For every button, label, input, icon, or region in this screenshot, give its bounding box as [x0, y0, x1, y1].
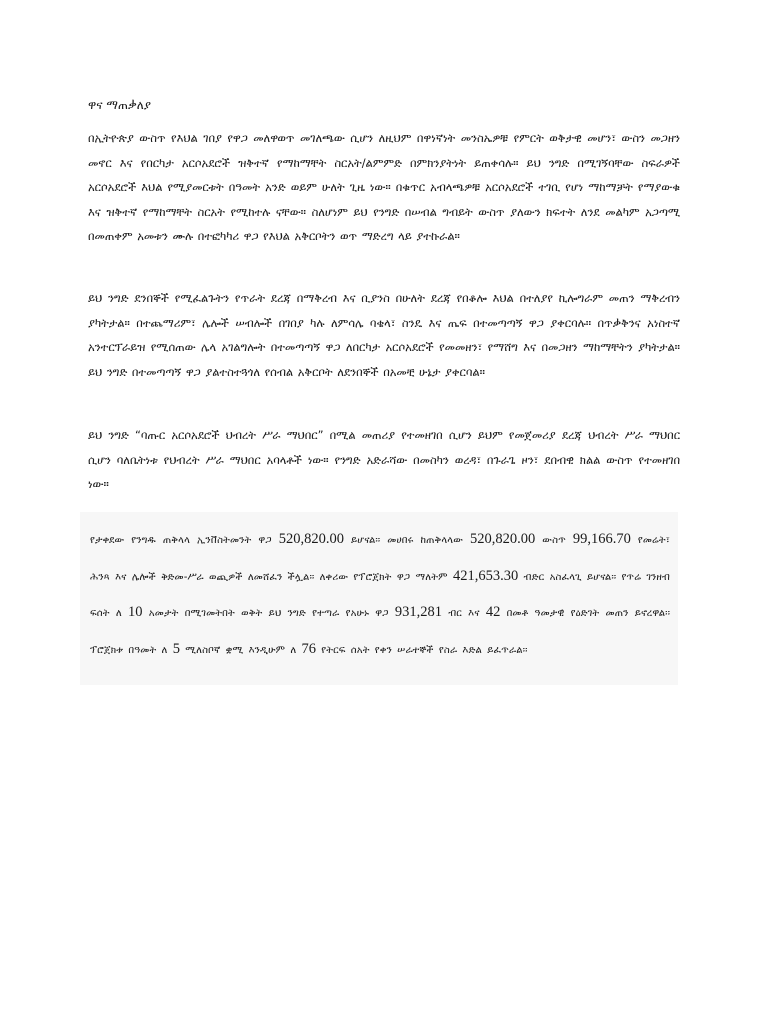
document-heading: ዋና ማጠቃለያ — [88, 98, 152, 112]
growth-rate-value: 42 — [485, 604, 501, 620]
total-investment-value-repeat: 520,820.00 — [470, 531, 536, 547]
summary-text-segment: ይሆናል፡፡ መሀበሩ ከጠቅላላው — [343, 535, 471, 546]
paragraph-business-registration: ይህ ንግድ “ባጡር አርሶአደሮች ህብረት ሥራ ማህበር” በሚል መጠሪያ የተመዘገበ ሲሆን ይህም የመጀመሪያ ደረጃ ህብረት ሥራ ማህበር ሲሆን ባለቤትነቱ የህብረት ሥራ ማህበር አባላቶች ነው። የንግድ አድራሻው በመስካን ወረዳ፣ በጉራጌ ዞን፣ ደበብዊ ክልል ውስጥ የተመዘገበ ነው። — [88, 428, 680, 491]
cash-flow-years-value: 10 — [128, 604, 143, 620]
covered-costs-value: 99,166.70 — [572, 531, 631, 547]
total-investment-value: 520,820.00 — [278, 531, 344, 547]
temporary-jobs-value: 76 — [301, 640, 317, 657]
permanent-jobs-value: 5 — [172, 640, 181, 657]
summary-text-segment: አመታት በሚገመትበት ወቅት ይህ ንግድ የተጣራ የአሁኑ ዋጋ — [142, 608, 395, 619]
financial-summary-box — [80, 512, 678, 685]
summary-text-segment: የትርፍ ሰአት የቀን ሠራተኞች የስራ እድል ይፈጥራል፡፡ — [316, 644, 528, 656]
summary-text-segment: ሚለስቦኛ ቋሚ እንዲሁም ለ — [180, 644, 302, 656]
net-present-value: 931,281 — [394, 604, 442, 620]
summary-text-segment: የታቀደው የንግዱ ጠቅላላ ኢንቨስትመንት ዋጋ — [90, 535, 279, 546]
paragraph-market-overview: በኢትዮጵያ ውስጥ የእህል ገበያ የዋጋ መለዋወጥ መገለጫው ሲሆን ለዚህም በዋነኛነት መንስኤዎቹ የምርት ወቅታዊ መሆን፣ ውስን መጋዘን መኖር እና የበርካታ አርሶአደሮች ዝቅተኛ የማከማቸት ስርአት/ልምምድ በምክንያትነት ይጠቀሳሉ። ይህ ንግድ በሚገኝባቸው ስፍራዎች አርሶአደሮች እህል የሚያመርቱት በዓመት አንድ ወይም ሁለት ጊዜ ነው። በቁጥር አብላጫዎቹ አርሶአደሮች ተገቢ የሆነ ማከማቻት የማያውቁ እና ዝቅተኛ የማከማቸት ስርአት የሚከተሉ ናቸው። ስለሆነም ይህ የንግድ በሠብል ግብይት ውስጥ ያለውን ክፍተት ለንደ መልካም አጋጣሚ በመጠቀም አመቱን ሙሉ በተፎካካሪ ዋጋ የእህል አቅርቦትን ወጥ ማድረግ ላይ ያተኩራል። — [88, 131, 680, 243]
summary-text-segment: የመሬት፣ ሕንጻ እና ሌሎች ቅድመ-ሥራ ወጪዎች ለመሸፈን ችሏል፡፡ ለቀሪው የፕሮጀክት ዋጋ ማለትም — [90, 535, 670, 583]
loan-required-value: 421,653.30 — [452, 567, 519, 584]
summary-text-segment: ውስጥ — [535, 535, 573, 546]
paragraph-products-services: ይህ ንግድ ደንበኞች የሚፈልጉትን የጥራት ደረጃ በማቅረብ እና ቢያንስ በሁለት ደረጃ የበቆሎ እህል በተለያየ ኪሎግራም መጠን ማቅረብን ያካትታል። በተጨማሪም፣ ሌሎች ሠብሎች በገበያ ካሉ ለምሳሌ ባቄላ፣ ስንዴ እና ጤፍ በተመጣጣኝ ዋጋ ያቀርባሉ። በጥቃቅንና አነስተኛ አንተርፕራይዝ የሚሰጠው ሌላ አገልግሎት በተመጣጣኝ ዋጋ ለበርካታ አርሶአደሮች የመመዘን፣ የማሸግ እና በመጋዘን ማከማቸትን ያካትታል። ይህ ንግድ በተመጣጣኝ ዋጋ ያልተስተጓጎለ የሰብል አቅርቦት ለደንበኞች በአመቺ ሁኔታ ያቀርባል። — [88, 291, 680, 379]
summary-text-segment: በመቶ ዓመታዊ የዕድገት መጠን ይኖረዋል፡፡ ፕሮጀክቱ በዓመት ለ — [90, 608, 670, 656]
financial-summary-text — [90, 522, 670, 668]
summary-text-segment: ብር እና — [441, 608, 486, 619]
summary-text-segment: ብድር አስፈላጊ ይሆናል፡፡ የጥሬ ገንዘብ ፍሰት ለ — [90, 571, 670, 619]
